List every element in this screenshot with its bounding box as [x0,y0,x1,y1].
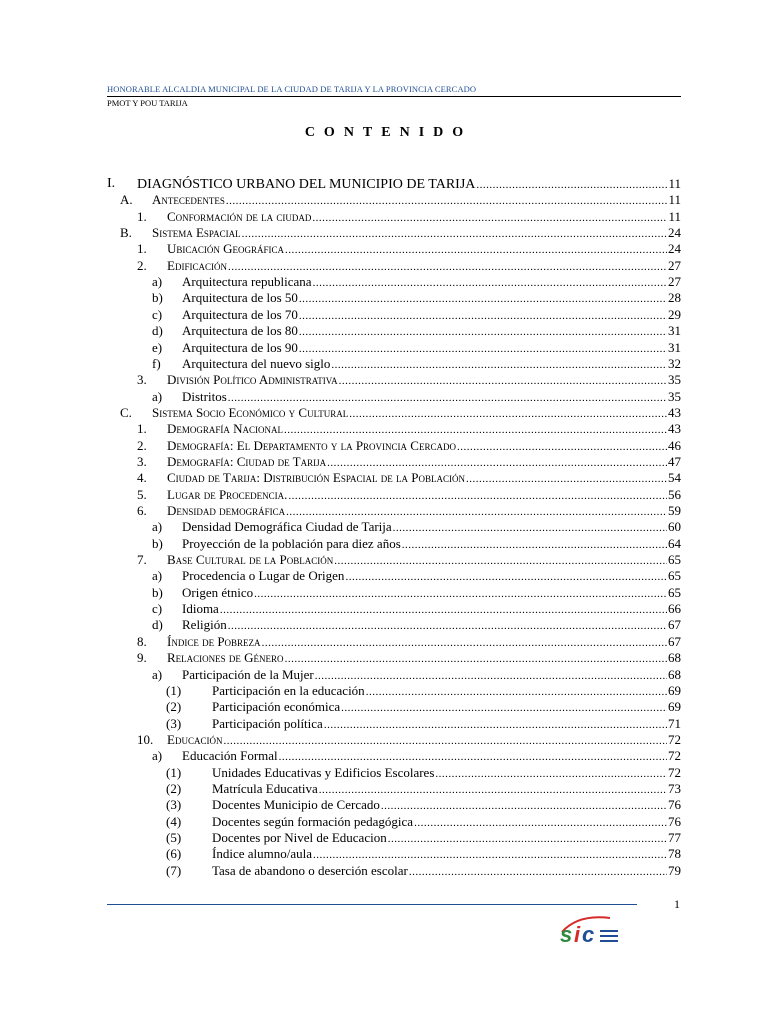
toc-leader-dots [285,242,667,258]
toc-entry-number: 6. [137,503,147,518]
toc-entry[interactable] [152,355,681,372]
toc-entry-number: a) [152,666,163,682]
toc-leader-dots [286,504,667,520]
toc-entry-page: 67 [668,633,681,649]
toc-entry-number: (1) [166,682,182,698]
toc-leader-dots [381,798,667,814]
toc-entry[interactable] [137,208,681,225]
toc-entry-number: (3) [166,715,182,731]
toc-entry-label: Procedencia o Lugar de Origen [182,568,345,584]
toc-entry-number: b) [152,535,163,551]
toc-entry[interactable] [166,830,681,846]
toc-entry-label: Origen étnico [182,584,254,600]
header-divider [107,96,681,97]
toc-entry-page: 43 [668,404,681,420]
toc-entry-number: d) [152,617,163,633]
toc-entry[interactable] [166,699,681,715]
toc-entry-page: 24 [668,241,681,257]
toc-entry[interactable] [137,503,681,519]
toc-entry-page: 65 [668,584,681,600]
toc-entry-number: 8. [137,633,147,649]
toc-entry-label: Demografía: Ciudad de Tarija [167,453,327,469]
toc-leader-dots [388,831,667,847]
toc-entry-label: Docentes según formación pedagógica [212,813,414,829]
svg-text:c: c [582,922,595,946]
toc-entry[interactable] [120,225,681,241]
toc-leader-dots [339,373,667,389]
toc-entry-label: Matrícula Educativa [212,780,318,796]
toc-leader-dots [299,308,667,324]
toc-entry-page: 11 [668,192,681,208]
toc-entry-page: 59 [668,503,681,518]
toc-entry-page: 47 [668,453,681,469]
toc-entry-number: 4. [137,470,147,486]
toc-entry-label: Proyección de la población para diez años [182,535,401,551]
toc-leader-dots [414,815,667,831]
toc-entry-label: Educación Formal [182,748,278,764]
toc-entry-page: 27 [668,274,681,290]
toc-entry-label: Densidad Demográfica Ciudad de Tarija [182,519,392,535]
toc-entry-label: Arquitectura de los 50 [182,290,298,306]
toc-entry-page: 76 [668,797,681,813]
toc-entry[interactable] [137,731,681,748]
toc-entry-label: Tasa de abandono o deserción escolar [212,862,408,878]
toc-entry[interactable] [137,257,681,274]
header-project: PMOT Y POU TARIJA [107,98,188,108]
toc-leader-dots [284,422,667,438]
svg-text:i: i [574,922,581,946]
toc-entry-number: a) [152,519,163,535]
toc-entry-number: a) [152,274,163,290]
toc-leader-dots [366,684,667,700]
toc-entry-number: (6) [166,846,182,862]
page-title: CONTENIDO [304,125,473,140]
toc-entry-number: e) [152,339,163,355]
toc-entry-page: 72 [668,731,681,747]
toc-entry-label: Densidad demográfica [167,503,286,518]
toc-entry-number: (2) [166,699,182,715]
toc-entry-label: Arquitectura de los 70 [182,306,298,322]
toc-leader-dots [254,586,667,602]
toc-entry[interactable] [152,388,681,405]
toc-entry-label: DIAGNÓSTICO URBANO DEL MUNICIPIO DE TARIJA [137,177,476,192]
toc-entry-number: 1. [137,421,147,437]
toc-entry-page: 56 [668,486,681,502]
toc-entry-page: 73 [668,780,681,796]
toc-entry-page: 28 [668,290,681,306]
toc-entry-number: b) [152,584,163,600]
toc-entry[interactable] [152,290,681,306]
toc-entry-page: 72 [668,764,681,780]
toc-entry-label: Ubicación Geográfica [167,241,285,257]
toc-entry-label: Demografía: El Departamento y la Provincia Cercado [167,437,456,453]
toc-entry[interactable] [152,617,681,633]
toc-leader-dots [313,275,667,291]
toc-entry-page: 69 [668,682,681,698]
toc-entry-number: 3. [137,372,147,388]
toc-entry-page: 64 [668,535,681,551]
toc-entry[interactable] [137,633,681,650]
toc-entry-label: Ciudad de Tarija: Distribución Espacial de la Población [167,470,465,486]
toc-entry[interactable] [137,453,681,470]
toc-leader-dots [220,602,667,618]
toc-entry[interactable] [137,552,681,568]
toc-entry-number: A. [120,192,133,208]
toc-entry[interactable] [152,323,681,339]
toc-leader-dots [319,782,667,798]
toc-entry[interactable] [107,176,681,192]
toc-leader-dots [288,488,667,504]
toc-entry-page: 68 [668,650,681,666]
toc-entry-number: 7. [137,552,147,568]
toc-entry-number: 1. [137,208,147,224]
toc-entry-number: B. [120,225,132,241]
toc-entry-label: División Político Administrativa [167,372,338,388]
toc-leader-dots [228,618,667,634]
toc-leader-dots [349,406,667,422]
toc-leader-dots [327,455,667,471]
toc-entry-page: 67 [668,617,681,633]
svg-text:s: s [560,922,573,946]
toc-entry[interactable] [120,192,681,208]
toc-leader-dots [226,193,668,209]
toc-entry[interactable] [166,780,681,797]
toc-entry-label: Arquitectura del nuevo siglo [182,355,331,371]
toc-entry[interactable] [137,241,681,257]
toc-entry-page: 65 [668,552,681,568]
toc-leader-dots [476,177,667,193]
toc-entry-number: 2. [137,437,147,453]
toc-leader-dots [312,210,667,226]
toc-entry[interactable] [120,404,681,421]
toc-leader-dots [402,537,667,553]
toc-entry-page: 60 [668,519,681,535]
toc-entry-label: Docentes Municipio de Cercado [212,797,380,813]
toc-entry-page: 72 [668,748,681,764]
toc-entry[interactable] [137,650,681,666]
toc-entry-page: 46 [668,437,681,453]
sic-logo-icon [558,912,622,946]
toc-entry-label: Lugar de Procedencia. [167,486,288,502]
toc-entry-page: 77 [668,830,681,845]
toc-leader-dots [285,651,667,667]
toc-entry-number: 3. [137,453,147,469]
toc-entry[interactable] [152,568,681,584]
toc-entry-number: a) [152,388,163,404]
toc-entry-label: Arquitectura republicana [182,274,312,290]
toc-entry[interactable] [152,519,681,535]
toc-entry[interactable] [137,470,681,486]
toc-entry[interactable] [166,862,681,879]
toc-entry[interactable] [166,797,681,813]
toc-entry[interactable] [166,846,681,862]
toc-entry-number: 10. [137,731,154,747]
toc-entry[interactable] [152,306,681,323]
toc-entry-label: Edificación [167,257,227,273]
toc-leader-dots [299,324,667,340]
toc-entry-page: 24 [668,225,681,241]
toc-entry-number: (5) [166,830,182,845]
footer-divider [107,904,637,905]
toc-entry-page: 29 [668,306,681,322]
toc-entry-label: Demografía Nacional [167,421,284,437]
toc-entry-page: 31 [668,339,681,355]
toc-leader-dots [299,341,667,357]
toc-entry-number: 1. [137,241,147,257]
header-institution: HONORABLE ALCALDIA MUNICIPAL DE LA CIUDAD DE TARIJA Y LA PROVINCIA CERCADO [107,84,477,94]
toc-entry-page: 35 [668,388,681,404]
toc-leader-dots [299,291,667,307]
toc-entry-page: 31 [668,323,681,339]
toc-entry-number: 5. [137,486,147,502]
toc-entry-label: Antecedentes [152,192,225,208]
toc-entry-label: Idioma [182,601,219,617]
toc-entry-label: Participación económica [212,699,341,715]
toc-entry[interactable] [152,601,681,617]
toc-entry[interactable] [152,339,681,356]
toc-entry[interactable] [152,274,681,290]
toc-entry-label: Conformación de la ciudad [167,208,312,224]
toc-entry[interactable] [152,666,681,683]
toc-entry-page: 54 [668,470,681,486]
toc-entry-number: I. [107,176,116,191]
page-number: 1 [674,897,680,911]
toc-entry-label: Base Cultural de la Población [167,552,334,568]
toc-leader-dots [324,717,667,733]
toc-entry-label: Relaciones de Género [167,650,284,666]
toc-entry-page: 71 [668,715,681,731]
toc-entry-number: c) [152,601,163,617]
toc-entry-number: (2) [166,780,182,796]
toc-entry-page: 68 [668,666,681,682]
toc-entry-page: 66 [668,601,681,617]
toc-entry-label: Participación política [212,715,323,731]
toc-entry-page: 35 [668,372,681,388]
toc-leader-dots [435,766,667,782]
toc-entry-label: Sistema Espacial [152,225,241,241]
toc-leader-dots [228,390,667,406]
toc-entry[interactable] [152,535,681,552]
toc-entry-label: Docentes por Nivel de Educacion [212,830,387,845]
toc-entry-label: Índice de Pobreza [167,633,261,649]
toc-leader-dots [393,520,667,536]
toc-entry-number: (3) [166,797,182,813]
toc-entry-number: (4) [166,813,182,829]
toc-entry[interactable] [137,437,681,454]
toc-entry-number: 2. [137,257,147,273]
toc-leader-dots [279,749,667,765]
toc-entry-number: f) [152,355,161,371]
toc-leader-dots [334,553,667,569]
toc-entry-number: 9. [137,650,147,666]
toc-entry-page: 76 [668,813,681,829]
toc-leader-dots [341,700,667,716]
toc-entry-label: Educación [167,731,223,747]
toc-entry-label: Arquitectura de los 80 [182,323,298,339]
toc-entry-page: 11 [668,208,681,224]
toc-entry-number: C. [120,404,132,420]
toc-entry[interactable] [152,748,681,764]
toc-leader-dots [315,668,667,684]
toc-entry-number: a) [152,748,163,764]
toc-leader-dots [345,569,667,585]
toc-entry-page: 32 [668,355,681,371]
toc-entry-page: 78 [668,846,681,862]
toc-entry-page: 79 [668,862,681,878]
toc-entry-label: Arquitectura de los 90 [182,339,298,355]
toc-leader-dots [242,226,667,242]
toc-entry-number: (1) [166,764,182,780]
toc-entry[interactable] [166,715,681,732]
toc-entry-number: b) [152,290,163,306]
toc-entry-number: (7) [166,862,182,878]
toc-entry-label: Religión [182,617,227,633]
toc-leader-dots [457,439,667,455]
toc-entry-label: Sistema Socio Económico y Cultural [152,404,349,420]
toc-entry[interactable] [137,421,681,437]
toc-entry-label: Distritos [182,388,227,404]
toc-entry-label: Unidades Educativas y Edificios Escolares [212,764,435,780]
toc-leader-dots [262,635,667,651]
toc-entry-page: 27 [668,257,681,273]
toc-leader-dots [466,471,667,487]
toc-leader-dots [331,357,667,373]
toc-leader-dots [409,864,667,880]
toc-leader-dots [228,259,667,275]
toc-entry[interactable] [137,486,681,503]
toc-leader-dots [223,733,667,749]
toc-entry-label: Participación en la educación [212,682,365,698]
toc-entry[interactable] [137,372,681,388]
toc-entry-number: a) [152,568,163,584]
toc-entry[interactable] [166,682,681,699]
toc-leader-dots [313,847,667,863]
toc-entry[interactable] [166,764,681,781]
toc-entry-label: Índice alumno/aula [212,846,312,862]
toc-entry[interactable] [166,813,681,830]
toc-entry-number: d) [152,323,163,339]
toc-entry-number: c) [152,306,163,322]
toc-entry-page: 43 [668,421,681,437]
toc-entry-page: 65 [668,568,681,584]
toc-entry-page: 11 [668,176,681,191]
toc-entry[interactable] [152,584,681,601]
toc-entry-page: 69 [668,699,681,715]
toc-entry-label: Participación de la Mujer [182,666,314,682]
